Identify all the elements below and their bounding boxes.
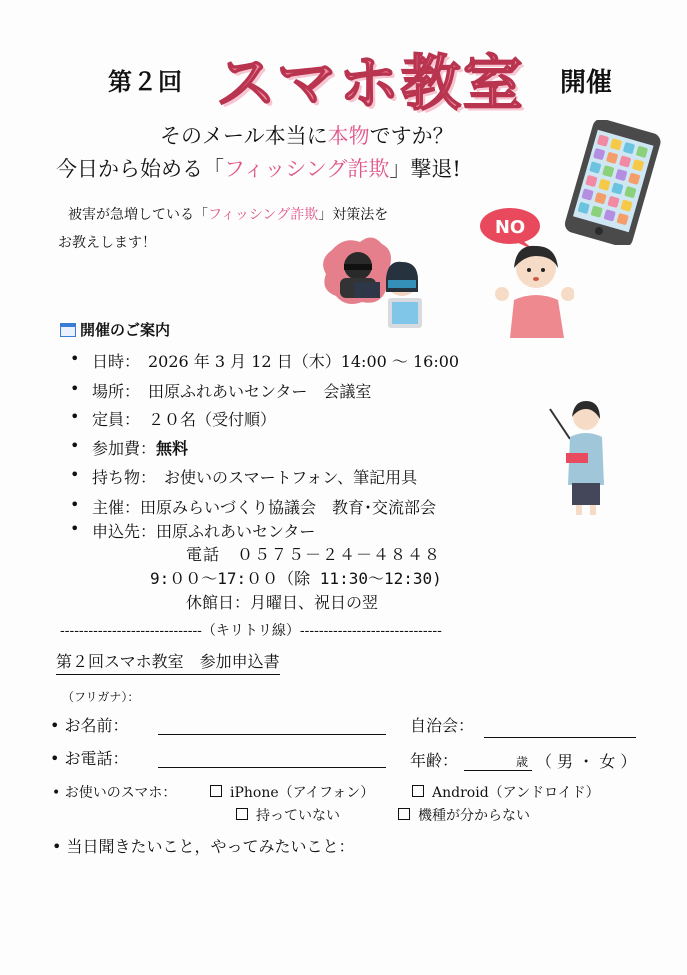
furigana-label: （フリガナ）： <box>62 690 140 704</box>
tel-label: • お電話： <box>50 749 129 768</box>
teacher-illustration <box>548 395 618 515</box>
checkbox-none[interactable] <box>236 808 248 820</box>
option-android[interactable]: Android（アンドロイド） <box>412 782 600 802</box>
held-label: 開催 <box>560 68 613 98</box>
age-unit: 歳 <box>516 755 529 769</box>
phishing-illustration <box>310 232 440 332</box>
page-title: スマホ教室 <box>216 49 525 119</box>
option-none[interactable]: 持っていない <box>236 805 340 825</box>
checkbox-unknown[interactable] <box>398 808 410 820</box>
info-organizer: • 主催：田原みらいづくり協議会 教育･交流部会 <box>72 495 436 518</box>
info-hours: 9:００～17:００（除 11:30～12:30) <box>150 569 442 588</box>
info-datetime: • 日時： 2026 年 3 月 12 日（木）14:00 ～ 16:00 <box>72 349 459 372</box>
name-field[interactable] <box>158 734 386 735</box>
wish-label: • 当日聞きたいこと，やってみたいこと： <box>52 837 355 856</box>
form-title: 第２回スマホ教室 参加申込書 <box>56 649 280 675</box>
name-label: • お名前： <box>50 716 129 735</box>
cut-line: ------------------------------（キリトリ線）------------------------------ <box>60 623 442 639</box>
info-bring: • 持ち物： お使いのスマートフォン、筆記用具 <box>72 465 417 488</box>
gender-options[interactable]: （ 男 ・ 女 ） <box>536 752 637 771</box>
jichikai-field[interactable] <box>484 737 636 738</box>
info-capacity: • 定員： ２０名（受付順） <box>72 407 276 430</box>
tel-field[interactable] <box>158 767 386 768</box>
lead-line-2: 今日から始める「フィッシング詐欺」撃退! <box>56 157 461 181</box>
jichikai-label: 自治会： <box>410 716 475 735</box>
checkbox-android[interactable] <box>412 785 424 797</box>
no-text: NO <box>494 217 526 238</box>
checkbox-iphone[interactable] <box>210 785 222 797</box>
age-label: 年齢： <box>410 751 459 770</box>
info-apply: • 申込先：田原ふれあいセンター <box>72 519 315 542</box>
age-field[interactable] <box>464 770 532 771</box>
lead-line-3: 被害が急増している「フィッシング詐欺」対策法を <box>68 207 389 223</box>
info-fee: • 参加費：無料 <box>72 436 188 459</box>
info-phone: 電話 ０５７５－２４－４８４８ <box>186 545 442 564</box>
lead-line-4: お教えします！ <box>58 235 156 251</box>
phone-type-label: • お使いのスマホ： <box>52 785 177 801</box>
round-label: 第２回 <box>108 68 183 96</box>
info-heading <box>60 319 170 340</box>
info-closed: 休館日：月曜日、祝日の翌 <box>186 593 379 612</box>
calendar-icon <box>60 323 76 337</box>
woman-refusing-illustration <box>494 238 574 338</box>
info-heading-label: 開催のご案内 <box>80 321 171 339</box>
smartphone-icon <box>558 120 668 245</box>
option-iphone[interactable]: iPhone（アイフォン） <box>210 782 374 802</box>
option-unknown[interactable]: 機種が分からない <box>398 805 530 825</box>
info-place: • 場所： 田原ふれあいセンター 会議室 <box>72 379 371 402</box>
lead-line-1: そのメール本当に本物ですか？ <box>160 124 454 148</box>
